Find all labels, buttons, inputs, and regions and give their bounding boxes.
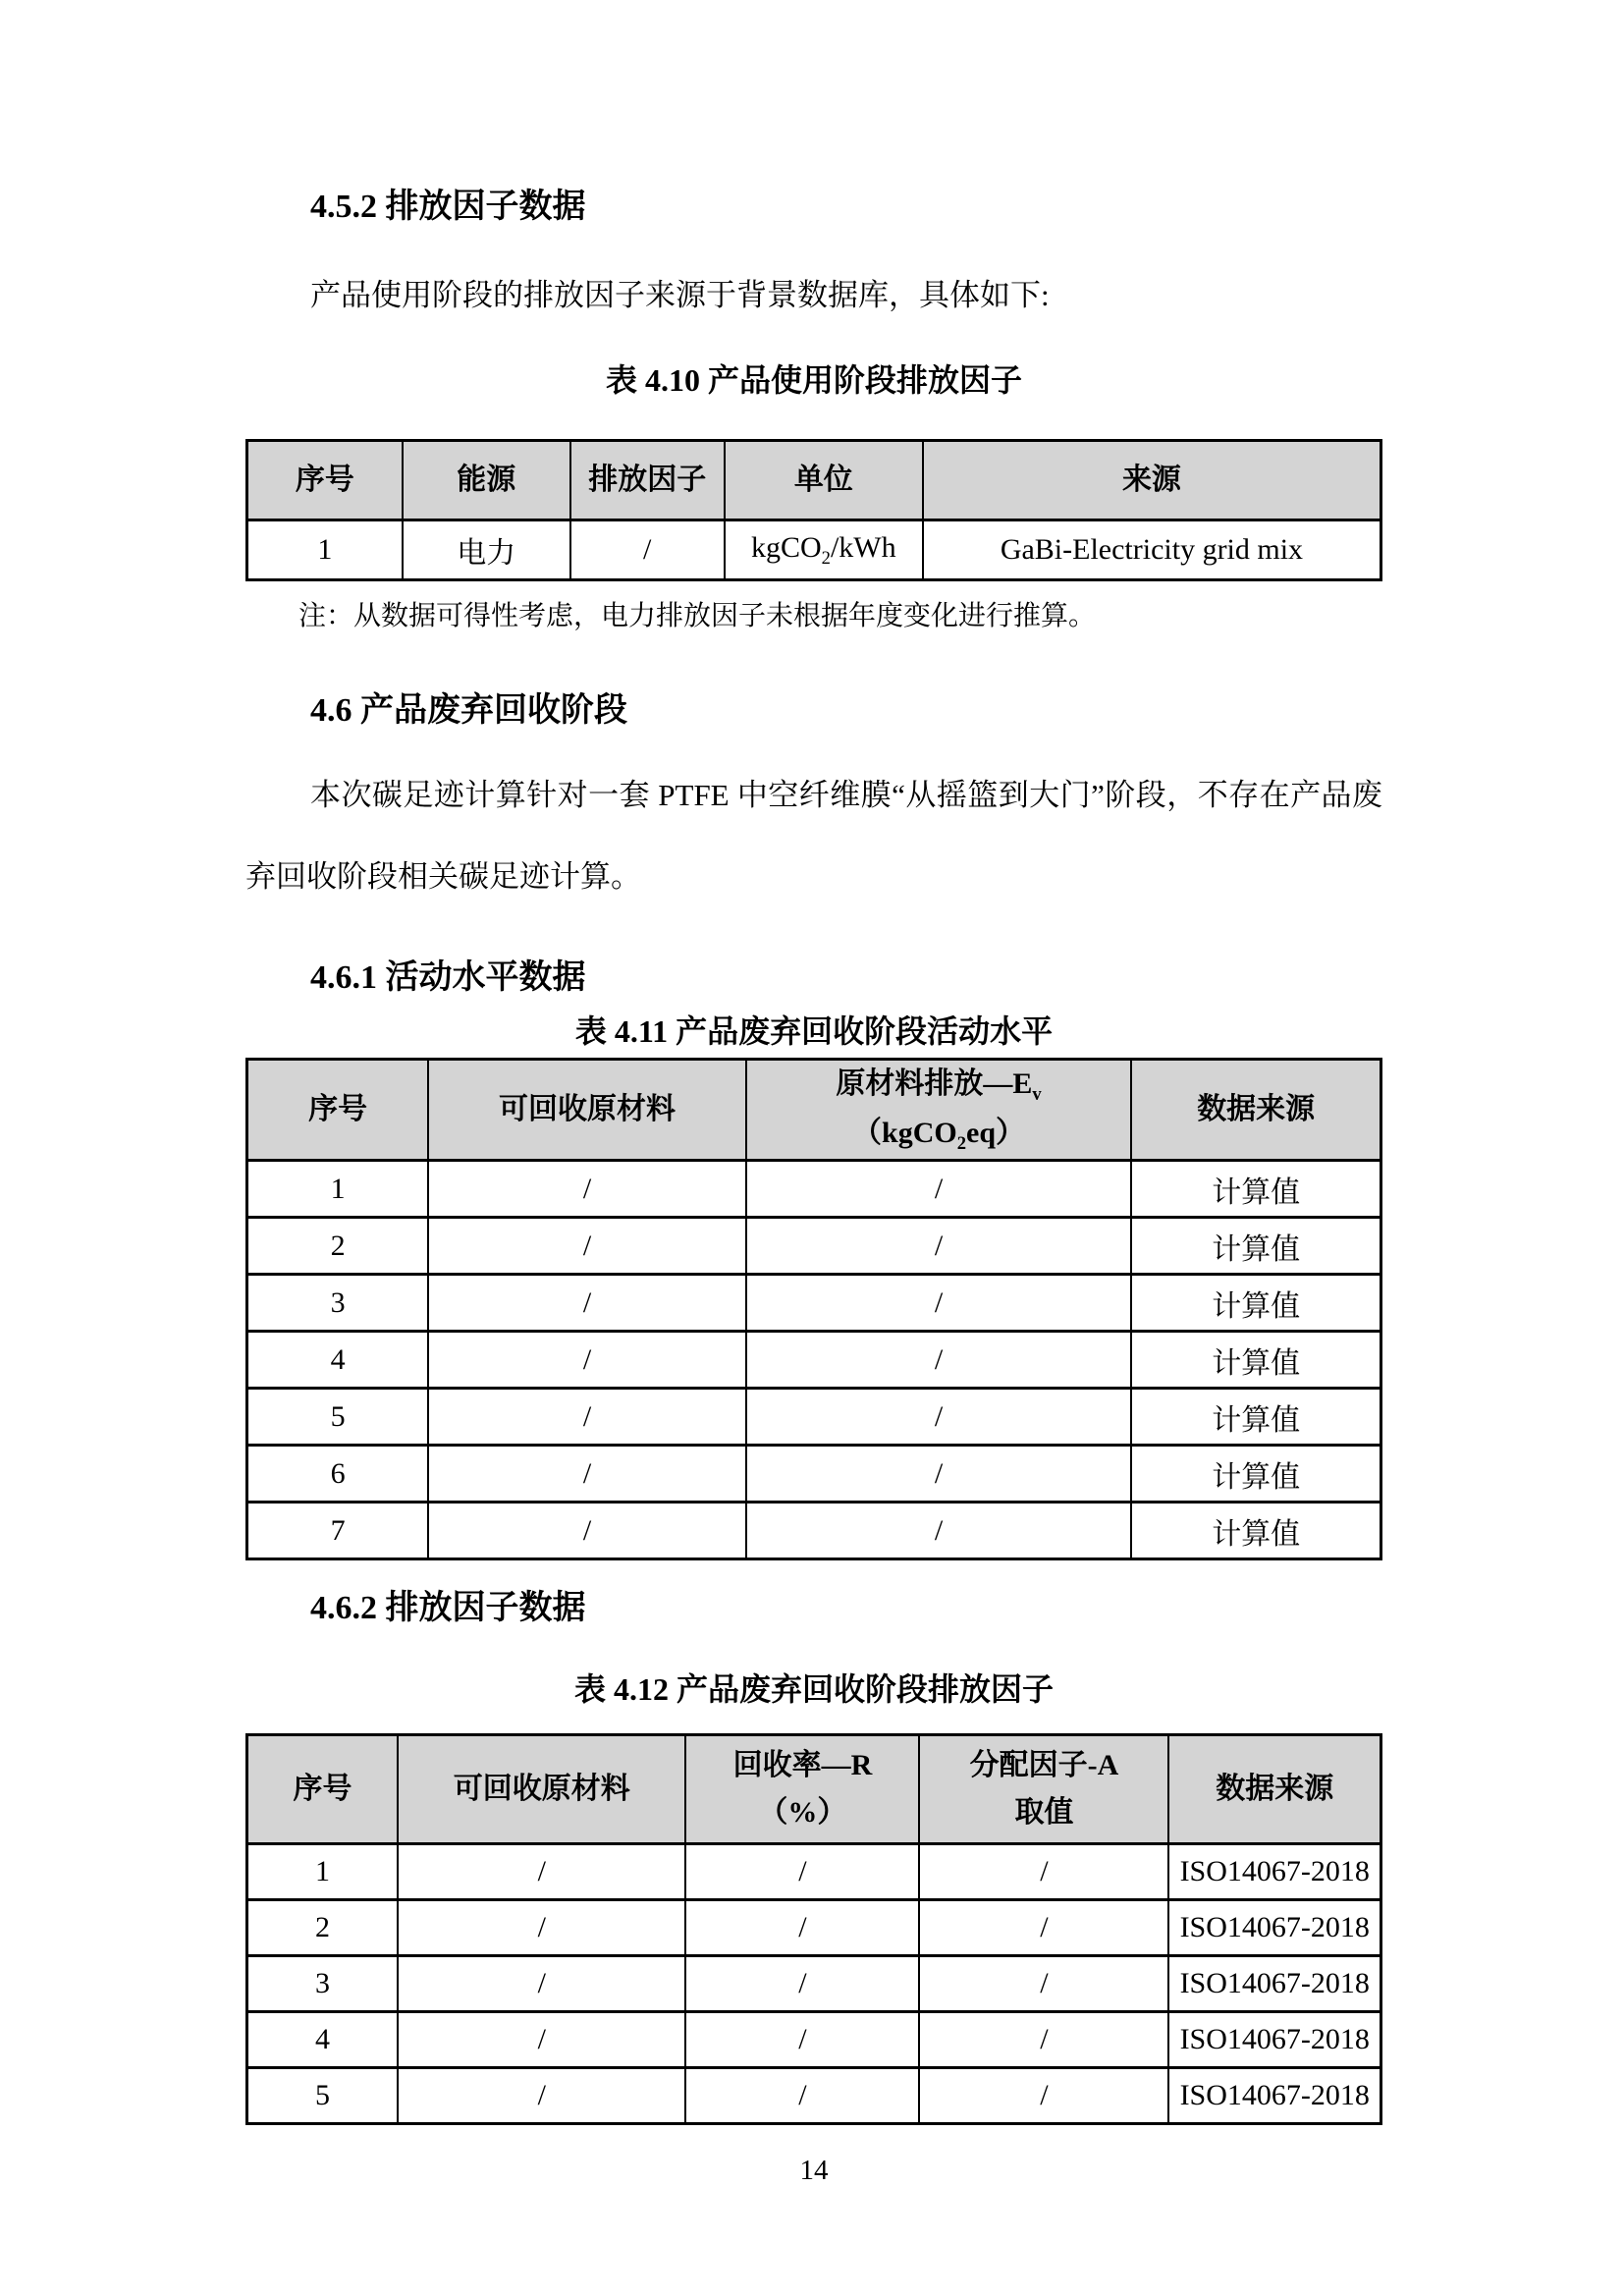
section-heading-4-5-2: 4.5.2 排放因子数据 bbox=[310, 189, 586, 225]
table-cell: / bbox=[398, 2068, 685, 2124]
table-cell: / bbox=[570, 520, 725, 580]
header-text: 原材料排放—E bbox=[836, 1067, 1033, 1101]
table-cell: / bbox=[428, 1503, 745, 1559]
unit-subscript: 2 bbox=[821, 547, 831, 569]
table-cell: / bbox=[685, 2012, 919, 2068]
table-row bbox=[247, 1161, 1381, 1218]
table-cell: 7 bbox=[247, 1503, 429, 1559]
table-cell: / bbox=[919, 1956, 1168, 2012]
table-row bbox=[247, 520, 1381, 580]
table-row bbox=[247, 1389, 1381, 1446]
table-header-cell: 序号 bbox=[247, 441, 403, 520]
table-cell: / bbox=[428, 1446, 745, 1503]
section-heading-4-6-2: 4.6.2 排放因子数据 bbox=[310, 1590, 586, 1627]
table-row bbox=[247, 1900, 1381, 1956]
table-cell: / bbox=[685, 1844, 919, 1900]
table-row bbox=[247, 1218, 1381, 1275]
table-cell: 计算值 bbox=[1131, 1218, 1380, 1275]
table-cell: ISO14067-2018 bbox=[1168, 1844, 1380, 1900]
table-412-title: 表 4.12 产品废弃回收阶段排放因子 bbox=[573, 1670, 1054, 1707]
table-cell: / bbox=[746, 1275, 1132, 1332]
section-heading-4-6: 4.6 产品废弃回收阶段 bbox=[310, 692, 627, 730]
table-cell: ISO14067-2018 bbox=[1168, 1956, 1380, 2012]
table-cell: / bbox=[428, 1218, 745, 1275]
table-cell: / bbox=[919, 2068, 1168, 2124]
table-cell: / bbox=[428, 1332, 745, 1389]
table-header-cell: 可回收原材料 bbox=[398, 1735, 685, 1844]
table-row bbox=[247, 2012, 1381, 2068]
table-cell: 计算值 bbox=[1131, 1446, 1380, 1503]
table-cell: / bbox=[919, 1900, 1168, 1956]
table-cell: 计算值 bbox=[1131, 1503, 1380, 1559]
paragraph-use-stage: 产品使用阶段的排放因子来源于背景数据库，具体如下: bbox=[310, 277, 1050, 312]
table-cell: ISO14067-2018 bbox=[1168, 2012, 1380, 2068]
table-cell: 2 bbox=[247, 1900, 399, 1956]
header-text: eq） bbox=[966, 1117, 1026, 1150]
table-row bbox=[247, 2068, 1381, 2124]
table-410-note: 注：从数据可得性考虑，电力排放因子未根据年度变化进行推算。 bbox=[298, 601, 1097, 632]
table-cell: ISO14067-2018 bbox=[1168, 2068, 1380, 2124]
page-number: 14 bbox=[799, 2155, 829, 2187]
table-cell: 计算值 bbox=[1131, 1332, 1380, 1389]
table-cell: / bbox=[746, 1218, 1132, 1275]
table-cell: / bbox=[685, 1956, 919, 2012]
header-line: 分配因子-A bbox=[969, 1749, 1119, 1782]
table-cell: / bbox=[398, 2012, 685, 2068]
table-cell: 电力 bbox=[403, 520, 570, 580]
table-411 bbox=[245, 1058, 1382, 1560]
table-header-cell: 数据来源 bbox=[1168, 1735, 1380, 1844]
table-header-cell: 序号 bbox=[247, 1735, 399, 1844]
unit-text: kgCO bbox=[750, 530, 822, 564]
unit-text: /kWh bbox=[830, 530, 896, 564]
table-cell: 3 bbox=[247, 1956, 399, 2012]
table-cell: 1 bbox=[247, 1161, 429, 1218]
table-cell: 计算值 bbox=[1131, 1275, 1380, 1332]
table-cell: / bbox=[919, 2012, 1168, 2068]
table-cell: 4 bbox=[247, 2012, 399, 2068]
table-header-cell bbox=[746, 1060, 1132, 1161]
table-row bbox=[247, 1844, 1381, 1900]
header-text: （kgCO bbox=[852, 1117, 957, 1150]
table-row bbox=[247, 1332, 1381, 1389]
header-line bbox=[747, 1061, 1131, 1110]
table-cell: 计算值 bbox=[1131, 1161, 1380, 1218]
table-header-cell: 能源 bbox=[403, 441, 570, 520]
paragraph-recycling-stage: 本次碳足迹计算针对一套 PTFE 中空纤维膜“从摇篮到大门”阶段，不存在产品废弃回收阶段相关碳足迹计算。 bbox=[245, 777, 1382, 895]
table-410 bbox=[245, 439, 1382, 581]
table-410-title: 表 4.10 产品使用阶段排放因子 bbox=[605, 362, 1022, 399]
table-header-cell bbox=[685, 1735, 919, 1844]
table-cell: 6 bbox=[247, 1446, 429, 1503]
table-header-cell: 单位 bbox=[725, 441, 923, 520]
table-cell: / bbox=[746, 1446, 1132, 1503]
table-cell: / bbox=[428, 1389, 745, 1446]
table-cell: 5 bbox=[247, 1389, 429, 1446]
table-cell: / bbox=[746, 1161, 1132, 1218]
header-line: 取值 bbox=[1014, 1796, 1074, 1830]
table-cell: 计算值 bbox=[1131, 1389, 1380, 1446]
table-cell: 5 bbox=[247, 2068, 399, 2124]
table-header-cell: 来源 bbox=[923, 441, 1381, 520]
table-cell: / bbox=[746, 1332, 1132, 1389]
table-cell: 3 bbox=[247, 1275, 429, 1332]
table-header-row bbox=[247, 1735, 1381, 1844]
table-header-cell: 排放因子 bbox=[570, 441, 725, 520]
table-row bbox=[247, 1446, 1381, 1503]
table-header-cell: 数据来源 bbox=[1131, 1060, 1380, 1161]
table-cell: / bbox=[685, 1900, 919, 1956]
table-header-row bbox=[247, 441, 1381, 520]
table-cell: 4 bbox=[247, 1332, 429, 1389]
table-cell: / bbox=[428, 1161, 745, 1218]
table-cell: / bbox=[398, 1844, 685, 1900]
header-line: （%） bbox=[758, 1796, 847, 1830]
table-cell: / bbox=[746, 1503, 1132, 1559]
table-cell: ISO14067-2018 bbox=[1168, 1900, 1380, 1956]
table-header-cell: 可回收原材料 bbox=[428, 1060, 745, 1161]
header-line: 回收率—R bbox=[732, 1749, 873, 1782]
table-cell: 1 bbox=[247, 1844, 399, 1900]
table-cell: / bbox=[398, 1956, 685, 2012]
table-cell: / bbox=[428, 1275, 745, 1332]
table-cell: GaBi-Electricity grid mix bbox=[923, 520, 1381, 580]
table-cell: / bbox=[685, 2068, 919, 2124]
table-cell: / bbox=[919, 1844, 1168, 1900]
table-412 bbox=[245, 1733, 1382, 2125]
table-cell: 2 bbox=[247, 1218, 429, 1275]
table-411-title: 表 4.11 产品废弃回收阶段活动水平 bbox=[574, 1012, 1054, 1049]
table-cell bbox=[725, 520, 923, 580]
table-header-row bbox=[247, 1060, 1381, 1161]
table-row bbox=[247, 1275, 1381, 1332]
header-line bbox=[747, 1110, 1131, 1159]
table-row bbox=[247, 1503, 1381, 1559]
table-cell: / bbox=[746, 1389, 1132, 1446]
header-subscript: 2 bbox=[956, 1133, 967, 1155]
table-row bbox=[247, 1956, 1381, 2012]
table-cell: 1 bbox=[247, 520, 403, 580]
table-header-cell: 序号 bbox=[247, 1060, 429, 1161]
header-subscript: v bbox=[1032, 1084, 1042, 1106]
table-cell: / bbox=[398, 1900, 685, 1956]
section-heading-4-6-1: 4.6.1 活动水平数据 bbox=[310, 959, 586, 997]
table-header-cell bbox=[919, 1735, 1168, 1844]
